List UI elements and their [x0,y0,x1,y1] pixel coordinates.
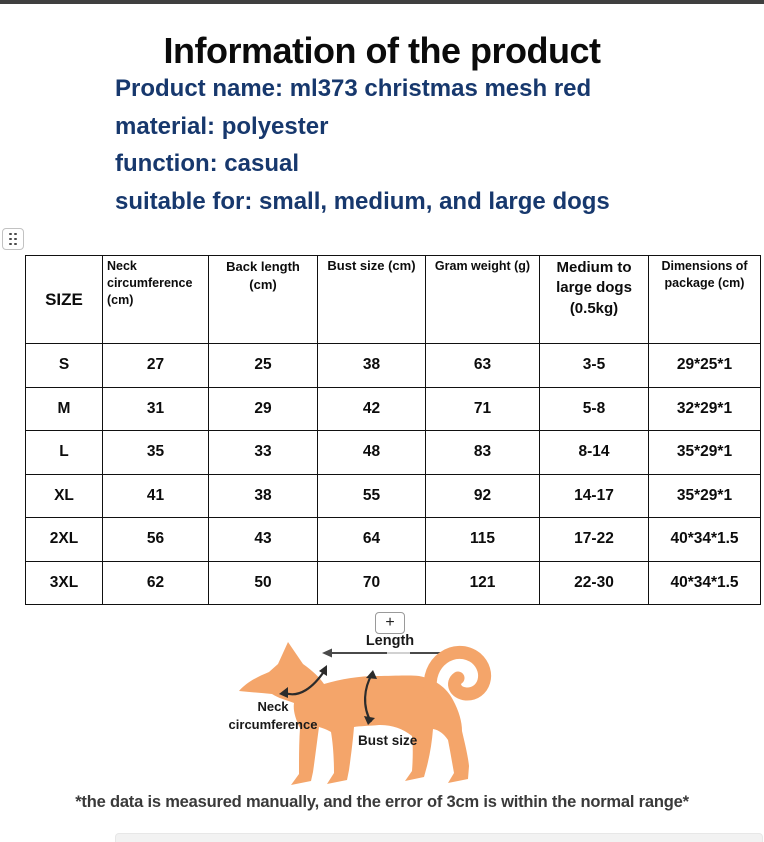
table-cell: 40*34*1.5 [649,518,761,562]
table-cell: 33 [209,431,318,475]
length-label: Length [365,633,415,649]
table-cell: 92 [426,474,540,518]
table-cell: 83 [426,431,540,475]
table-cell: 55 [318,474,426,518]
table-cell: 40*34*1.5 [649,561,761,605]
footnote: *the data is measured manually, and the error of 3cm is within the normal range* [75,793,689,811]
header-bust-size: Bust size (cm) [318,256,426,344]
size-table [25,255,761,605]
table-cell: 71 [426,387,540,431]
table-cell: 5-8 [540,387,649,431]
table-cell: 8-14 [540,431,649,475]
table-cell: 63 [426,344,540,388]
size-label: L [26,431,103,475]
table-row-2xl [26,518,761,562]
table-cell: 48 [318,431,426,475]
table-cell: 50 [209,561,318,605]
table-row-m [26,387,761,431]
top-bar [0,0,764,4]
size-label: XL [26,474,103,518]
table-cell: 29 [209,387,318,431]
header-neck-circumference: Neck circumference (cm) [103,256,209,344]
bottom-bar [115,833,763,842]
table-cell: 25 [209,344,318,388]
drag-handle-icon[interactable] [2,228,24,250]
size-label: 3XL [26,561,103,605]
function-line: function: casual [115,150,300,177]
table-row-l [26,431,761,475]
table-cell: 17-22 [540,518,649,562]
plus-icon[interactable]: + [375,612,405,634]
measurement-diagram [225,605,505,805]
bust-size-label: Bust size [358,733,418,748]
product-details [115,70,735,220]
header-back-length: Back length (cm) [209,256,318,344]
header-medium-to-large-dogs: Medium to large dogs (0.5kg) [540,256,649,344]
table-header-row [26,256,761,344]
table-cell: 70 [318,561,426,605]
table-cell: 3-5 [540,344,649,388]
table-cell: 62 [103,561,209,605]
table-cell: 14-17 [540,474,649,518]
table-row-3xl [26,561,761,605]
table-cell: 27 [103,344,209,388]
table-cell: 22-30 [540,561,649,605]
table-cell: 31 [103,387,209,431]
grid-dots-icon [9,233,17,246]
table-cell: 115 [426,518,540,562]
table-cell: 29*25*1 [649,344,761,388]
table-cell: 121 [426,561,540,605]
table-row-xl [26,474,761,518]
neck-circumference-label: Neck circumference [228,699,318,732]
table-cell: 56 [103,518,209,562]
table-cell: 43 [209,518,318,562]
table-cell: 35*29*1 [649,474,761,518]
table-cell: 41 [103,474,209,518]
table-cell: 42 [318,387,426,431]
material-line: material: polyester [115,112,329,140]
table-cell: 32*29*1 [649,387,761,431]
header-dimensions-of-package: Dimensions of package (cm) [649,256,761,344]
page-title: Information of the product [163,30,601,72]
table-cell: 35 [103,431,209,475]
header-size: SIZE [26,256,103,344]
table-cell: 35*29*1 [649,431,761,475]
table-cell: 64 [318,518,426,562]
size-label: M [26,387,103,431]
suitable-for-line: suitable for: small, medium, and large dogs [115,187,610,215]
header-gram-weight: Gram weight (g) [426,256,540,344]
size-label: 2XL [26,518,103,562]
size-label: S [26,344,103,388]
table-cell: 38 [318,344,426,388]
table-row-s [26,344,761,388]
table-cell: 38 [209,474,318,518]
product-name-line: Product name: ml373 christmas mesh red [115,75,592,102]
